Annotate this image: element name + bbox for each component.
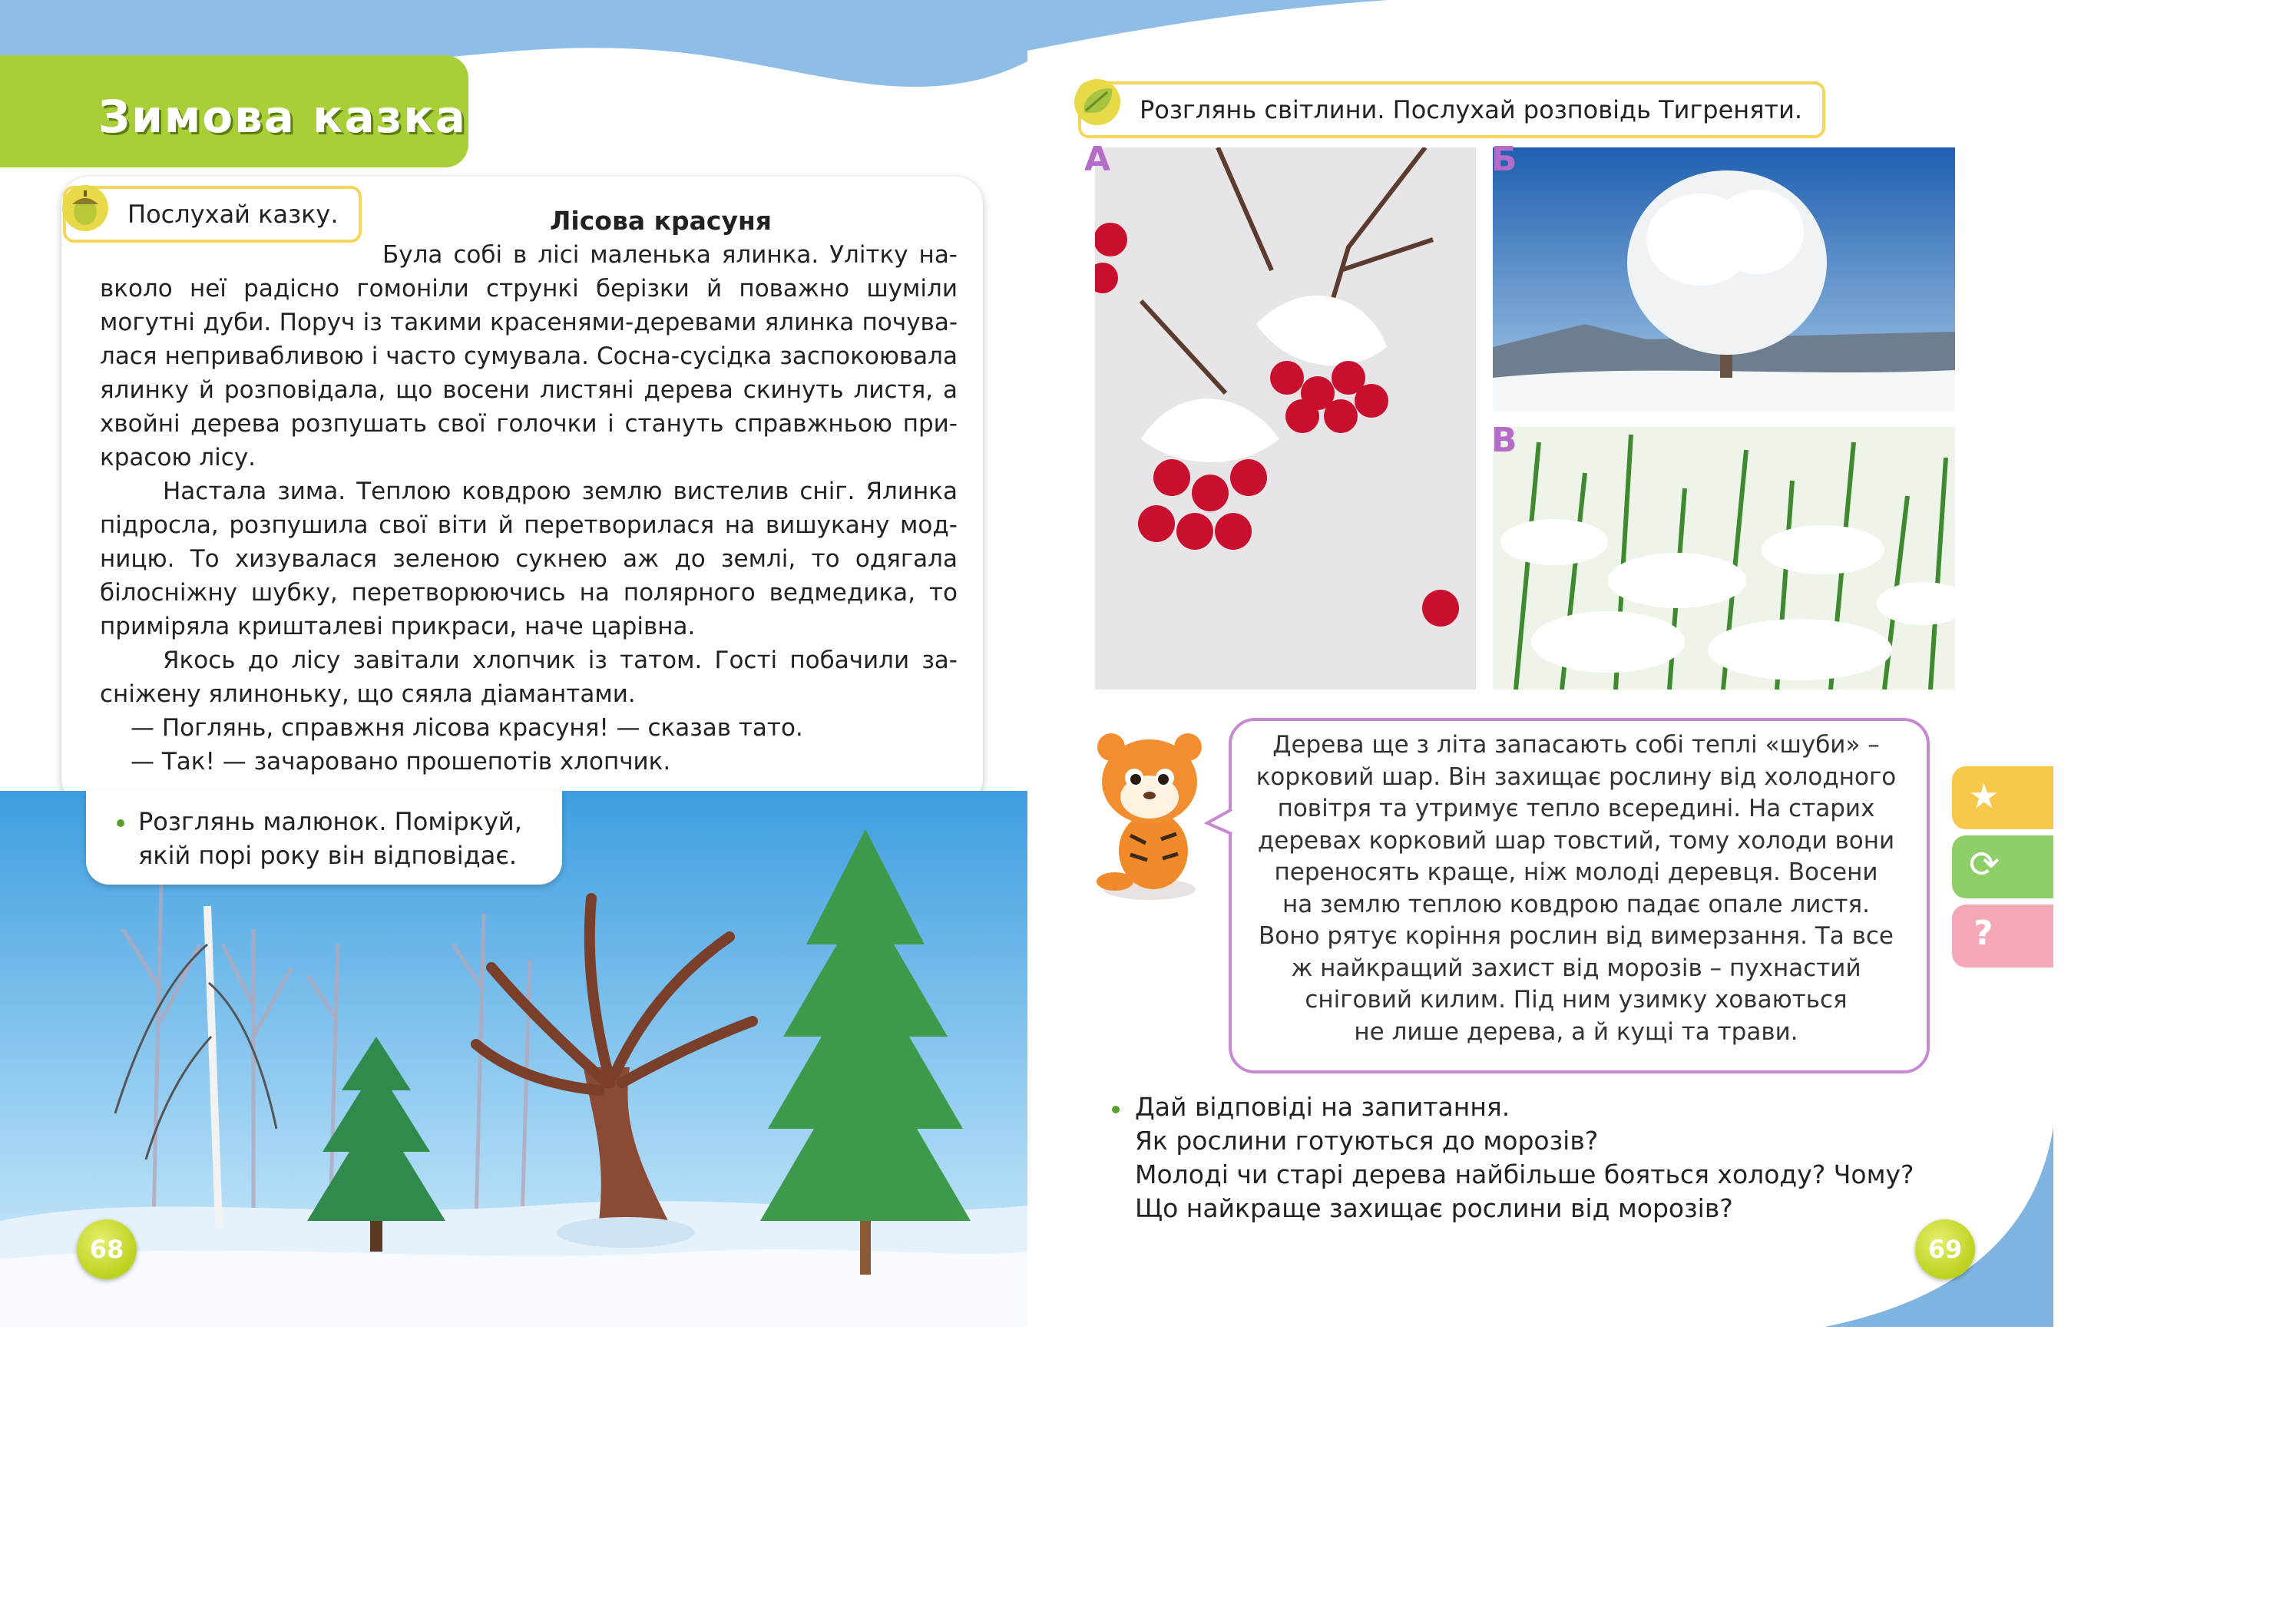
- question-line: Що найкраще захищає рослини від морозів?: [1135, 1193, 1733, 1223]
- bubble-text: [1229, 729, 1924, 1048]
- story-line: Настала зима. Теплою ковдрою землю вистелив сніг. Ялинка: [163, 478, 958, 505]
- picture-task-line: Розглянь малюнок. Поміркуй,: [138, 807, 522, 836]
- story-line: Якось до лісу завітали хлопчик із татом. Гості побачили за-: [163, 647, 958, 674]
- bubble-line: повітря та утримує тепло всередині. На старих: [1277, 795, 1875, 822]
- top-wave-right: [1027, 0, 2055, 92]
- chapter-title: Зимова казка: [98, 91, 467, 143]
- listen-task-label: Послухай казку.: [127, 200, 339, 229]
- left-page: [0, 0, 1027, 1327]
- story-line: ницю. То хизувалася зеленою сукнею аж до землі, то одягала: [100, 545, 958, 573]
- story-line: ялинку й розповідала, що восени листяні дерева скинуть листя, а: [100, 376, 958, 404]
- story-line: приміряла кришталеві прикраси, наче царівна.: [100, 613, 696, 640]
- bubble-line: корковий шар. Він захищає рослину від холодного: [1256, 762, 1897, 791]
- bubble-line: деревах корковий шар товстий, тому холоди вони: [1257, 826, 1895, 855]
- story-line: могутні дуби. Поруч із такими красенями-деревами ялинка почува-: [100, 309, 958, 336]
- photo-label-b: Б: [1491, 140, 1517, 179]
- question-button[interactable]: [1952, 905, 2053, 967]
- photo-viburnum-berries: [1095, 147, 1476, 690]
- refresh-icon: ⟳: [1969, 843, 2000, 886]
- story-line: білосніжну шубку, перетворюючись на полярного ведмедика, то: [100, 579, 958, 607]
- bubble-line: не лише дерева, а й кущі та трави.: [1354, 1017, 1798, 1046]
- story-line: красою лісу.: [100, 444, 256, 471]
- story-line: підросла, розпушила свої віти й перетворилася на вишукану мод-: [100, 511, 958, 539]
- page-number-left: 68: [77, 1219, 137, 1279]
- story-line: лася непривабливою і часто сумувала. Сосна-сусідка заспокоювала: [100, 342, 958, 370]
- photo-task-pill: [1078, 81, 1825, 138]
- picture-task-line: якій порі року він відповідає.: [138, 841, 518, 870]
- story-title: Лісова красуня: [550, 206, 772, 236]
- photo-frosted-tree: [1493, 147, 1955, 412]
- question-line: Як рослини готуються до морозів?: [1135, 1126, 1599, 1156]
- bubble-line: Воно рятує коріння рослин від вимерзання. Та все: [1259, 922, 1894, 950]
- photo-snowy-grass: [1493, 427, 1955, 690]
- bubble-line: сніговий килим. Під ним узимку ховаються: [1305, 986, 1848, 1014]
- bubble-line: переносять краще, ніж молоді деревця. Восени: [1274, 858, 1878, 886]
- story-line: Була собі в лісі маленька ялинка. Улітку на-: [382, 241, 958, 269]
- story-line: хвойні дерева розпушать свої голочки і стануть справжньою при-: [100, 410, 958, 438]
- bubble-line: ж найкращий захист від морозів – пухнастий: [1291, 954, 1861, 982]
- story-line: сніжену ялиноньку, що сяяла діамантами.: [100, 680, 636, 708]
- photo-task-label: Розглянь світлини. Послухай розповідь Тигреняти.: [1140, 95, 1803, 124]
- star-icon: ★: [1969, 777, 2000, 816]
- bullet-dot: [117, 819, 124, 827]
- question-icon: ?: [1973, 914, 1993, 953]
- photo-label-v: В: [1491, 421, 1517, 460]
- question-line: Молоді чи старі дерева найбільше бояться холоду? Чому?: [1135, 1159, 1914, 1189]
- bullet-dot: [1112, 1106, 1120, 1113]
- tiger-cub-mascot: [1084, 728, 1215, 905]
- star-button[interactable]: [1952, 766, 2053, 829]
- question-line: Дай відповіді на запитання.: [1135, 1092, 1510, 1122]
- leaf-icon: [1074, 78, 1121, 126]
- page-number-right: 69: [1915, 1219, 1975, 1279]
- refresh-button[interactable]: [1952, 835, 2053, 898]
- acorn-icon: [61, 184, 109, 232]
- photo-label-a: А: [1084, 140, 1111, 179]
- story-line: вколо неї радісно гомоніли стрункі берізки й поважно шуміли: [100, 275, 958, 303]
- questions-block: [1135, 1090, 1914, 1225]
- story-line: — Так! — зачаровано прошепотів хлопчик.: [131, 748, 671, 776]
- bubble-line: на землю теплою ковдрою падає опале листя.: [1282, 890, 1871, 918]
- story-line: — Поглянь, справжня лісова красуня! — сказав тато.: [131, 714, 803, 742]
- story-text: [100, 238, 958, 779]
- bubble-line: Дерева ще з літа запасають собі теплі «шуби» –: [1272, 731, 1880, 759]
